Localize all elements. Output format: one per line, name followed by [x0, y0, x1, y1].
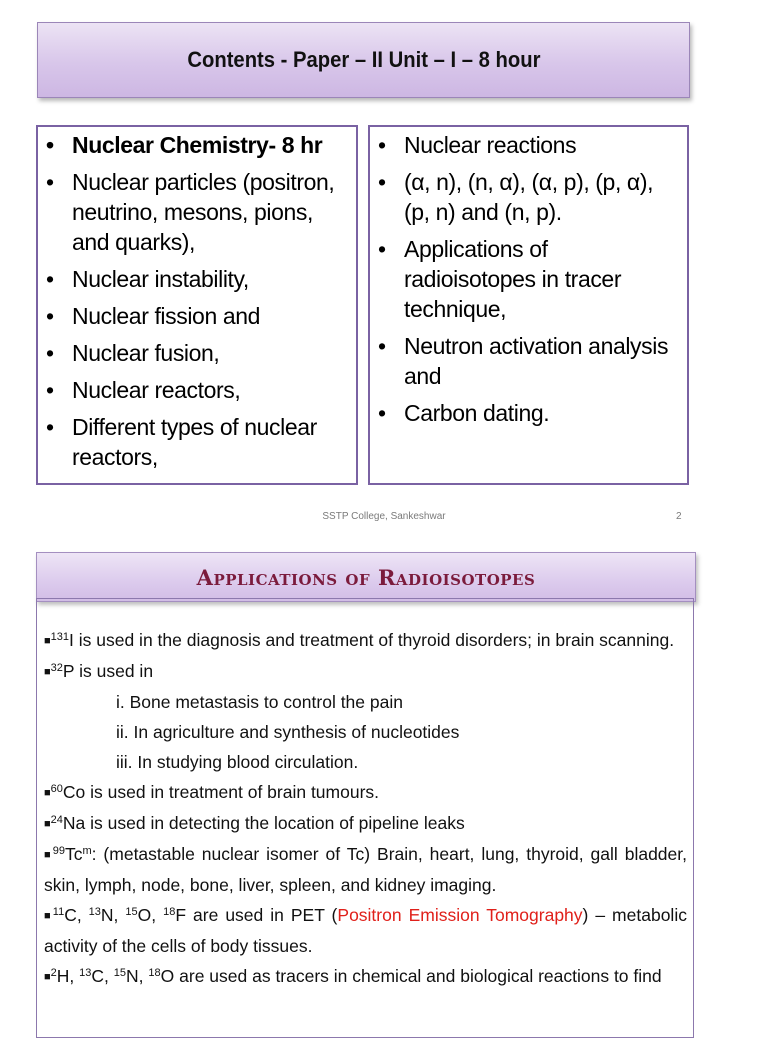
- square-bullet-icon: ■: [44, 910, 53, 922]
- bullet-icon: •: [46, 414, 54, 440]
- list-item: • Applications of radioisotopes in tracer technique,: [378, 236, 622, 322]
- slide1-title-box: [37, 22, 690, 98]
- left-content-column: [36, 125, 358, 485]
- right-content-column: [368, 125, 689, 485]
- bullet-icon: •: [46, 132, 54, 158]
- square-bullet-icon: ■: [44, 635, 51, 647]
- square-bullet-icon: ■: [44, 666, 51, 678]
- bullet-icon: •: [46, 377, 54, 403]
- bullet-icon: •: [378, 236, 386, 262]
- page-number: 2: [676, 511, 682, 522]
- phosphorus-paragraph: ■$^{32}$P is used in: [44, 661, 154, 681]
- list-item: • Nuclear Chemistry- 8 hr: [46, 132, 323, 158]
- bullet-icon: •: [46, 303, 54, 329]
- list-item: • Carbon dating.: [378, 400, 550, 426]
- cobalt-paragraph: ■$^{60}$Co is used in treatment of brain tumours.: [44, 782, 380, 802]
- bullet-icon: •: [46, 169, 54, 195]
- list-item: • Nuclear instability,: [46, 266, 249, 292]
- technetium-paragraph: ■$^{99}$Tc$^m$: (metastable nuclear isomer of Tc) Brain, heart, lung, thyroid, gall bladder, skin, lymph, node, bone, liver, spleen, and kidney imaging.: [44, 844, 687, 895]
- phosphorus-subitem: ii. In agriculture and synthesis of nucleotides: [116, 722, 460, 742]
- square-bullet-icon: ■: [44, 787, 51, 799]
- square-bullet-icon: ■: [44, 849, 53, 861]
- pet-highlight: Positron Emission Tomography: [337, 905, 583, 925]
- bullet-icon: •: [378, 400, 386, 426]
- list-item: • (α, n), (n, α), (α, p), (p, α), (p, n) and (n, p).: [378, 169, 654, 225]
- bullet-icon: •: [378, 132, 386, 158]
- phosphorus-subitem: i. Bone metastasis to control the pain: [116, 692, 403, 712]
- iodine-paragraph: ■$^{131}$I is used in the diagnosis and treatment of thyroid disorders; in brain scanning.: [44, 630, 675, 650]
- slide2-content-box: [36, 598, 694, 1038]
- left-bullet-list: [38, 130, 352, 472]
- list-item: • Nuclear fission and: [46, 303, 261, 329]
- bullet-icon: •: [46, 266, 54, 292]
- tracer-paragraph: ■$^2$H, $^{13}$C, $^{15}$N, $^{18}$O are used as tracers in chemical and biological reactions to find: [44, 966, 662, 986]
- list-item: • Different types of nuclear reactors,: [46, 414, 317, 470]
- list-item: • Nuclear reactions: [378, 132, 577, 158]
- slide1-title: Contents - Paper – II Unit – I – 8 hour: [186, 47, 541, 72]
- bullet-icon: •: [46, 340, 54, 366]
- slide-footer: SSTP College, Sankeshwar: [322, 511, 446, 522]
- phosphorus-subitem: iii. In studying blood circulation.: [116, 752, 359, 772]
- square-bullet-icon: ■: [44, 818, 51, 830]
- right-bullet-list: [370, 130, 683, 428]
- list-item: • Nuclear particles (positron, neutrino, mesons, pions, and quarks),: [46, 169, 335, 255]
- list-item: • Neutron activation analysis and: [378, 333, 669, 389]
- slide2-title: Applications of Radioisotopes: [196, 564, 536, 590]
- bullet-icon: •: [378, 169, 386, 195]
- sodium-paragraph: ■$^{24}$Na is used in detecting the location of pipeline leaks: [44, 813, 465, 833]
- list-item: • Nuclear fusion,: [46, 340, 220, 366]
- bullet-icon: •: [378, 333, 386, 359]
- pet-paragraph: ■$^{11}$C, $^{13}$N, $^{15}$O, $^{18}$F are used in PET (Positron Emission Tomography) – metabolic activity of the cells of body tissues.: [44, 905, 687, 956]
- slide2-title-banner: [36, 552, 696, 602]
- list-item: • Nuclear reactors,: [46, 377, 241, 403]
- square-bullet-icon: ■: [44, 971, 51, 983]
